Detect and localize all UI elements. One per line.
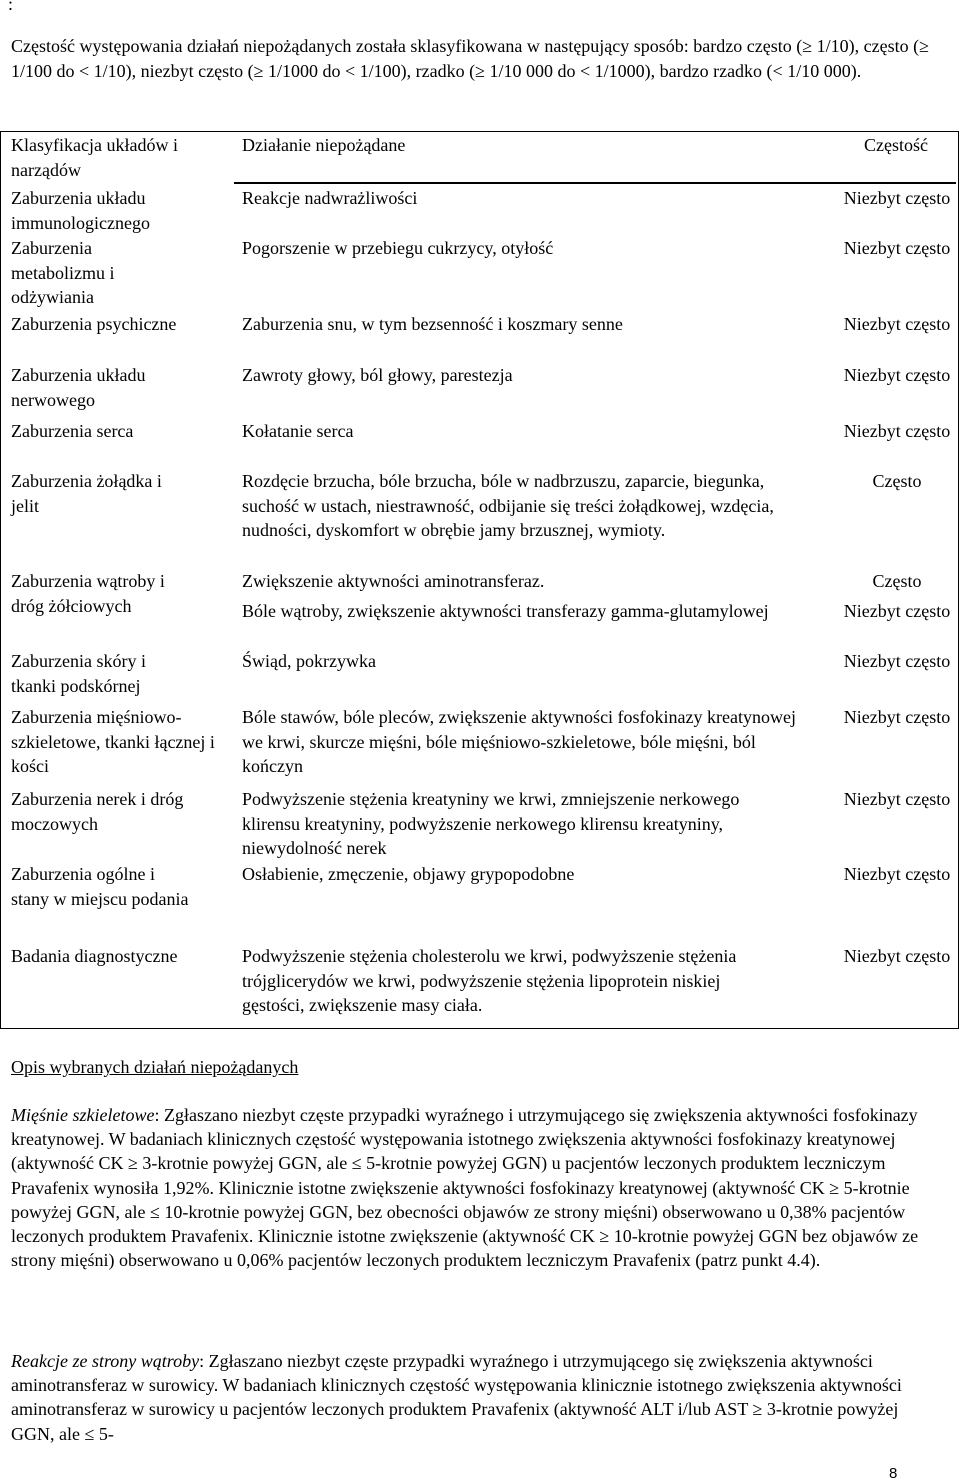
table-row-frequency: Niezbyt często <box>843 946 951 966</box>
table-row-frequency: Często <box>872 471 922 491</box>
table-row-effect: Świąd, pokrzywka <box>242 651 376 671</box>
table-row-soc: Zaburzenia układu immunologicznego <box>11 188 150 233</box>
table-row-effect: Reakcje nadwrażliwości <box>242 188 418 208</box>
table-row-frequency: Niezbyt często <box>843 188 951 208</box>
table-row-frequency: Niezbyt często <box>843 864 951 884</box>
header-frequency: Częstość <box>864 135 928 155</box>
table-row-soc: Zaburzenia układu nerwowego <box>11 365 146 410</box>
table-row-effect: Podwyższenie stężenia cholesterolu we krwi, podwyższenie stężenia trójglicerydów we krwi, podwyższenie stężenia lipoprotein niskiej gęstości, zwiększenie masy ciała. <box>242 946 737 1015</box>
table-row-effect: Kołatanie serca <box>242 421 354 441</box>
table-row-effect: Zwiększenie aktywności aminotransferaz. <box>242 571 545 591</box>
table-row-frequency: Niezbyt często <box>843 707 951 727</box>
table-row-effect: Bóle wątroby, zwiększenie aktywności transferazy gamma-glutamylowej <box>242 601 769 621</box>
liver-text: : Zgłaszano niezbyt częste przypadki wyraźnego i utrzymującego się zwiększenia aktywności aminotransferaz w surowicy. W badaniach klinicznych częstość występowania klinicznie istotnego zwiększenia aktywności aminotransferaz w surowicy u pacjentów leczonych produktem Pravafenix (aktywność ALT i/lub AST ≥ 3-krotnie powyżej GGN, ale ≤ 5- <box>11 1351 902 1444</box>
header-effect: Działanie niepożądane <box>242 135 406 155</box>
liver-label: Reakcje ze strony wątroby <box>11 1351 200 1371</box>
section-title: Opis wybranych działań niepożądanych <box>11 1057 299 1077</box>
table-row-soc: Zaburzenia ogólne i stany w miejscu podania <box>11 864 189 909</box>
table-row-soc: Badania diagnostyczne <box>11 946 178 966</box>
table-row-effect: Zawroty głowy, ból głowy, parestezja <box>242 365 513 385</box>
table-row-effect: Pogorszenie w przebiegu cukrzycy, otyłość <box>242 238 554 258</box>
table-row-frequency: Niezbyt często <box>843 651 951 671</box>
table-row-soc: Zaburzenia mięśniowo-szkieletowe, tkanki łącznej i kości <box>11 707 215 776</box>
table-row-frequency: Niezbyt często <box>843 601 951 621</box>
table-row-frequency: Niezbyt często <box>843 789 951 809</box>
frequency-intro-paragraph: Częstość występowania działań niepożądanych została sklasyfikowana w następujący sposób: bardzo często (≥ 1/10), często (≥ 1/100 do < 1/10), niezbyt często (≥ 1/1000 do < 1/100), rzadko (≥ 1/10 000 do < 1/1000), bardzo rzadko (< 1/10 000). <box>11 36 929 81</box>
muscle-paragraph <box>11 1103 941 1272</box>
table-row-soc: Zaburzenia skóry i tkanki podskórnej <box>11 651 146 696</box>
table-row-soc: Zaburzenia metabolizmu i odżywiania <box>11 238 115 307</box>
page-fragment-colon: : <box>8 0 14 14</box>
muscle-label: Mięśnie szkieletowe <box>11 1105 155 1125</box>
liver-paragraph <box>11 1349 941 1446</box>
muscle-text: : Zgłaszano niezbyt częste przypadki wyraźnego i utrzymującego się zwiększenia aktywności fosfokinazy kreatynowej. W badaniach klinicznych częstość występowania istotnego zwiększenia aktywności fosfokinazy kreatynowej (aktywność CK ≥ 3-krotnie powyżej GGN, ale ≤ 5-krotnie powyżej GGN) u pacjentów leczonych produktem leczniczym Pravafenix wynosiła 1,92%. Klinicznie istotne zwiększenie aktywności fosfokinazy kreatynowej (aktywność CK ≥ 5-krotnie powyżej GGN, ale ≤ 10-krotnie powyżej GGN, bez obecności objawów ze strony mięśni) obserwowano u 0,38% pacjentów leczonych produktem Pravafenix. Klinicznie istotne zwiększenie (aktywność CK ≥ 10-krotnie powyżej GGN bez objawów ze strony mięśni) obserwowano u 0,06% pacjentów leczonych produktem leczniczym Pravafenix (patrz punkt 4.4). <box>11 1105 919 1271</box>
page-number: 8 <box>889 1465 898 1482</box>
table-row-soc: Zaburzenia serca <box>11 421 134 441</box>
table-row-frequency: Niezbyt często <box>843 365 951 385</box>
table-header-rule <box>234 182 956 184</box>
table-row-soc: Zaburzenia psychiczne <box>11 314 177 334</box>
table-row-effect: Zaburzenia snu, w tym bezsenność i koszmary senne <box>242 314 623 334</box>
table-row-effect: Podwyższenie stężenia kreatyniny we krwi, zmniejszenie nerkowego klirensu kreatyniny, podwyższenie nerkowego klirensu kreatyniny, niewydolność nerek <box>242 789 740 858</box>
table-row-effect: Bóle stawów, bóle pleców, zwiększenie aktywności fosfokinazy kreatynowej we krwi, skurcze mięśni, bóle mięśniowo-szkieletowe, bóle mięśni, ból kończyn <box>242 707 796 776</box>
table-row-soc: Zaburzenia żołądka i jelit <box>11 471 162 516</box>
table-row-frequency: Niezbyt często <box>843 421 951 441</box>
header-soc: Klasyfikacja układów i narządów <box>11 135 178 180</box>
table-row-effect: Osłabienie, zmęczenie, objawy grypopodobne <box>242 864 575 884</box>
table-row-frequency: Niezbyt często <box>843 238 951 258</box>
table-row-frequency: Często <box>872 571 922 591</box>
table-row-frequency: Niezbyt często <box>843 314 951 334</box>
table-row-soc: Zaburzenia nerek i dróg moczowych <box>11 789 184 834</box>
table-row-soc: Zaburzenia wątroby i dróg żółciowych <box>11 571 165 616</box>
table-row-effect: Rozdęcie brzucha, bóle brzucha, bóle w nadbrzuszu, zaparcie, biegunka, suchość w ustach, niestrawność, odbijanie się treści żołądkowej, wzdęcia, nudności, dyskomfort w obrębie jamy brzusznej, wymioty. <box>242 471 774 540</box>
